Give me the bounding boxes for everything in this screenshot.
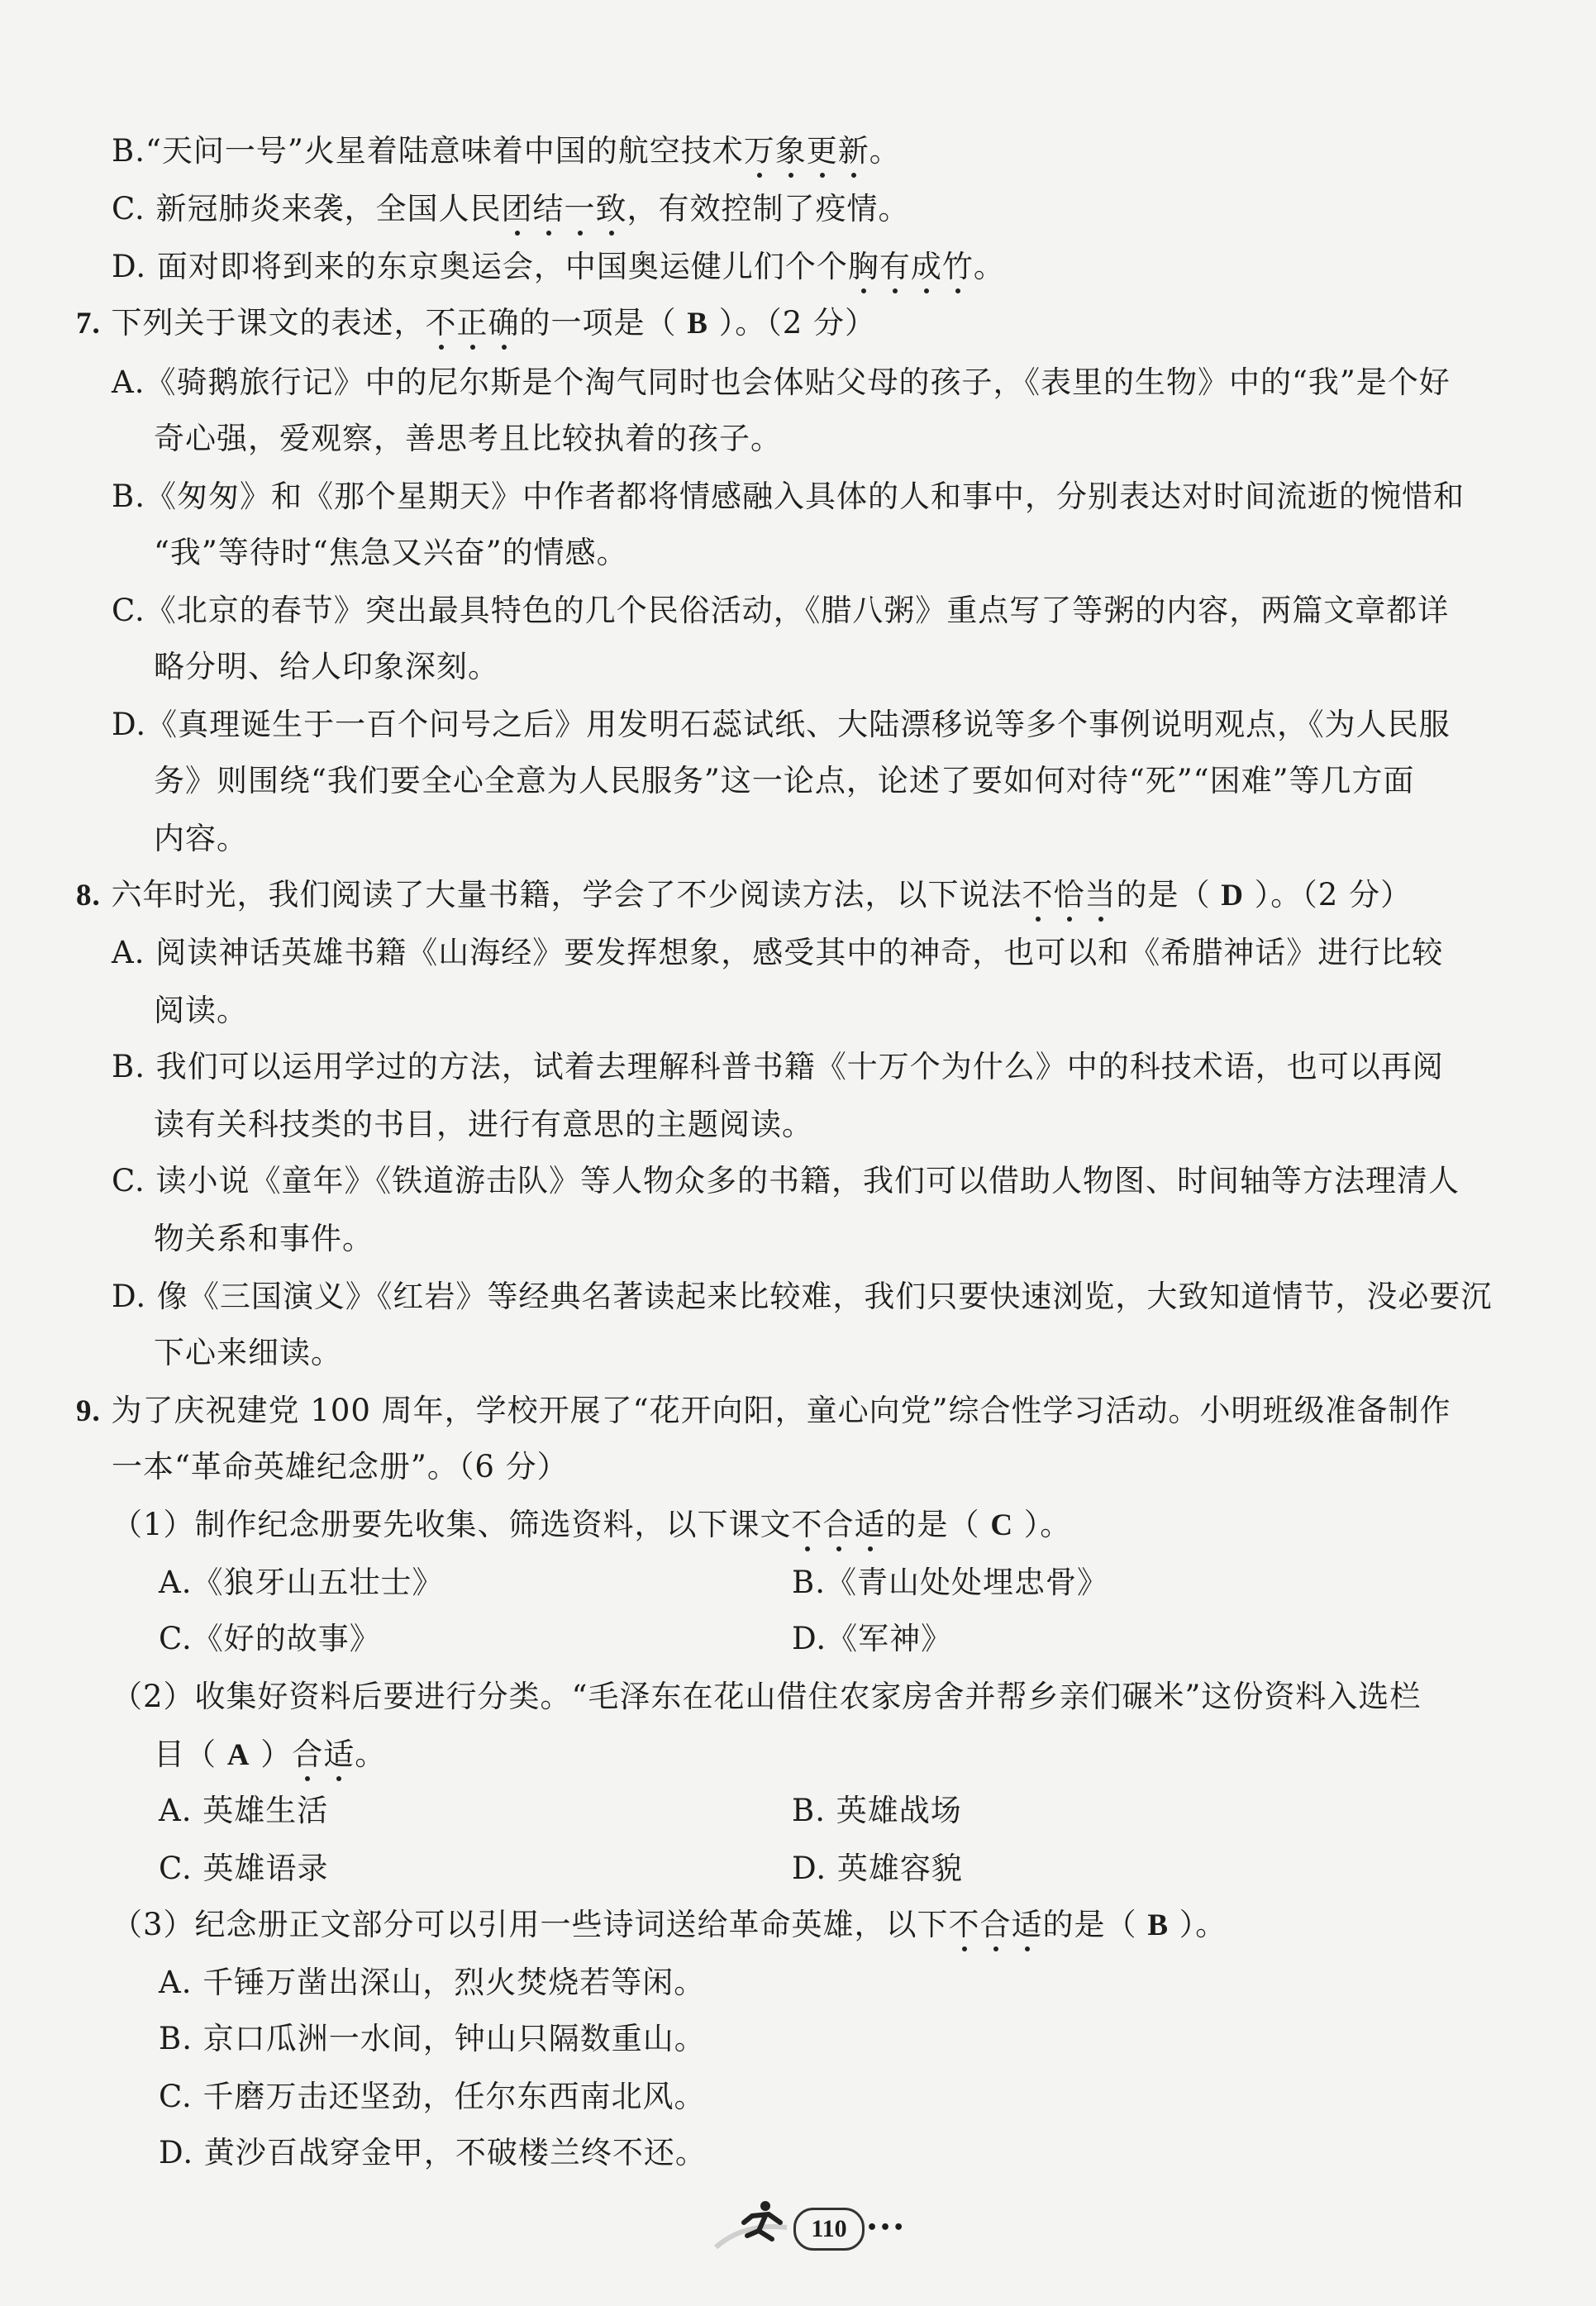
answer: D bbox=[1221, 879, 1245, 912]
dotted-char: 适 bbox=[323, 1737, 355, 1772]
q8-option-c: C. 读小说《童年》《铁道游击队》等人物众多的书籍，我们可以借助人物图、时间轴等方法理清人 bbox=[112, 1163, 1460, 1198]
q9-part2-stem: （2）收集好资料后要进行分类。“毛泽东在花山借住农家房舍并帮乡亲们碾米”这份资料入选栏 bbox=[112, 1679, 1422, 1714]
dotted-char: 结 bbox=[532, 191, 565, 226]
page-number: 110 bbox=[793, 2208, 865, 2251]
q9-part3-option-d: D. 黄沙百战穿金甲，不破楼兰终不还。 bbox=[159, 2135, 707, 2170]
answer: A bbox=[226, 1738, 250, 1772]
q7-option-d-cont: 务》则围绕“我们要全心全意为人民服务”这一论点，论述了要如何对待“死”“困难”等几方面 bbox=[154, 763, 1415, 798]
dotted-char: 合 bbox=[292, 1737, 324, 1772]
dotted-char: 不 bbox=[1022, 877, 1054, 912]
answer: B bbox=[687, 307, 708, 341]
question-number: 9. bbox=[76, 1394, 101, 1428]
dotted-char: 胸 bbox=[847, 249, 879, 284]
q9-part2-stem-cont: 目（ A ）合适。 bbox=[154, 1737, 387, 1772]
q8-option-a: A. 阅读神话英雄书籍《山海经》要发挥想象，感受其中的神奇，也可以和《希腊神话》进行比较 bbox=[112, 935, 1444, 970]
dotted-char: 有 bbox=[879, 249, 911, 284]
dotted-char: 一 bbox=[564, 191, 596, 226]
q8-stem: 8. 六年时光，我们阅读了大量书籍，学会了不少阅读方法，以下说法不恰当的是（ D ）。（2 分） bbox=[76, 877, 1413, 912]
q7-option-d-cont2: 内容。 bbox=[154, 821, 248, 856]
q9-part1-option-c: C.《好的故事》 bbox=[159, 1621, 381, 1656]
answer: C bbox=[990, 1508, 1014, 1542]
q9-stem-cont: 一本“革命英雄纪念册”。（6 分） bbox=[112, 1449, 569, 1484]
emphasis-dots bbox=[502, 191, 627, 226]
dotted-char: 竹 bbox=[941, 249, 974, 284]
dotted-char: 团 bbox=[501, 191, 533, 226]
q7-option-b: B.《匆匆》和《那个星期天》中作者都将情感融入具体的人和事中，分别表达对时间流逝的惋惜和 bbox=[112, 479, 1465, 514]
emphasis-dots bbox=[848, 249, 974, 284]
q8-option-b: B. 我们可以运用学过的方法，试着去理解科普书籍《十万个为什么》中的科技术语，也可以再阅 bbox=[112, 1049, 1444, 1084]
q9-part2-option-d: D. 英雄容貌 bbox=[792, 1851, 963, 1886]
q7-option-d: D.《真理诞生于一百个问号之后》用发明石蕊试纸、大陆漂移说等多个事例说明观点，《为人民服 bbox=[112, 707, 1451, 742]
dotted-char: 成 bbox=[910, 249, 942, 284]
dotted-char: 万 bbox=[743, 133, 775, 169]
dotted-char: 不 bbox=[425, 305, 457, 341]
answer: B bbox=[1147, 1908, 1169, 1942]
dotted-char: 致 bbox=[595, 191, 627, 226]
q9-part3-option-a: A. 千锤万凿出深山，烈火焚烧若等闲。 bbox=[159, 1965, 706, 2000]
runner-icon bbox=[711, 2198, 793, 2256]
question-number: 7. bbox=[76, 307, 101, 341]
q8-option-c-cont: 物关系和事件。 bbox=[154, 1221, 374, 1256]
q9-part3-option-b: B. 京口瓜洲一水间，钟山只隔数重山。 bbox=[159, 2021, 706, 2056]
q8-option-d-cont: 下心来细读。 bbox=[154, 1335, 342, 1370]
emphasis-dots bbox=[949, 1907, 1043, 1942]
dotted-char: 恰 bbox=[1053, 877, 1085, 912]
dotted-char: 合 bbox=[822, 1507, 855, 1542]
q6-option-d: D. 面对即将到来的东京奥运会，中国奥运健儿们个个胸有成竹。 bbox=[112, 249, 1005, 284]
emphasis-dots bbox=[792, 1507, 886, 1542]
q7-option-a: A.《骑鹅旅行记》中的尼尔斯是个淘气同时也会体贴父母的孩子，《表里的生物》中的“我”是个好 bbox=[112, 364, 1451, 400]
emphasis-dots bbox=[426, 305, 520, 341]
q7-option-c: C.《北京的春节》突出最具特色的几个民俗活动，《腊八粥》重点写了等粥的内容，两篇文章都详 bbox=[112, 593, 1450, 628]
q9-part2-option-c: C. 英雄语录 bbox=[159, 1851, 329, 1886]
q7-option-c-cont: 略分明、给人印象深刻。 bbox=[154, 649, 499, 684]
dotted-char: 更 bbox=[806, 133, 838, 169]
q6-option-b: B.“天问一号”火星着陆意味着中国的航空技术万象更新。 bbox=[112, 133, 901, 169]
dotted-char: 象 bbox=[774, 133, 807, 169]
q9-part1-option-d: D.《军神》 bbox=[792, 1621, 953, 1656]
emphasis-dots bbox=[744, 133, 869, 169]
dotted-char: 当 bbox=[1084, 877, 1117, 912]
q8-option-a-cont: 阅读。 bbox=[154, 993, 248, 1028]
page-footer bbox=[711, 2194, 926, 2261]
decorative-dots: ••• bbox=[866, 2218, 907, 2238]
q9-part1-stem: （1）制作纪念册要先收集、筛选资料，以下课文不合适的是（ C ）。 bbox=[112, 1507, 1072, 1542]
q9-part1-option-a: A.《狼牙山五壮士》 bbox=[159, 1565, 444, 1600]
q9-part1-option-b: B.《青山处处埋忠骨》 bbox=[792, 1565, 1108, 1600]
dotted-char: 不 bbox=[948, 1907, 980, 1942]
q9-part3-option-c: C. 千磨万击还坚劲，任尔东西南北风。 bbox=[159, 2079, 706, 2114]
question-number: 8. bbox=[76, 879, 101, 912]
dotted-char: 适 bbox=[854, 1507, 886, 1542]
emphasis-dots bbox=[292, 1737, 355, 1772]
q6-option-c: C. 新冠肺炎来袭，全国人民团结一致，有效控制了疫情。 bbox=[112, 191, 910, 226]
dotted-char: 不 bbox=[791, 1507, 823, 1542]
dotted-char: 正 bbox=[456, 305, 488, 341]
q8-option-d: D. 像《三国演义》《红岩》等经典名著读起来比较难，我们只要快速浏览，大致知道情节，没必要沉 bbox=[112, 1279, 1493, 1314]
q9-part3-stem: （3）纪念册正文部分可以引用一些诗词送给革命英雄，以下不合适的是（ B ）。 bbox=[112, 1907, 1227, 1942]
emphasis-dots bbox=[1022, 877, 1117, 912]
q9-stem: 9. 为了庆祝建党 100 周年，学校开展了“花开向阳，童心向党”综合性学习活动。小明班级准备制作 bbox=[76, 1393, 1451, 1428]
dotted-char: 合 bbox=[979, 1907, 1012, 1942]
dotted-char: 新 bbox=[837, 133, 869, 169]
q7-stem: 7. 下列关于课文的表述，不正确的一项是（ B ）。（2 分） bbox=[76, 305, 877, 341]
dotted-char: 适 bbox=[1011, 1907, 1043, 1942]
q8-option-b-cont: 读有关科技类的书目，进行有意思的主题阅读。 bbox=[154, 1107, 813, 1142]
q9-part2-option-a: A. 英雄生活 bbox=[159, 1793, 329, 1828]
q7-option-a-cont: 奇心强，爱观察，善思考且比较执着的孩子。 bbox=[154, 421, 782, 456]
q7-option-b-cont: “我”等待时“焦急又兴奋”的情感。 bbox=[154, 535, 628, 570]
q9-part2-option-b: B. 英雄战场 bbox=[792, 1793, 962, 1828]
dotted-char: 确 bbox=[488, 305, 520, 341]
